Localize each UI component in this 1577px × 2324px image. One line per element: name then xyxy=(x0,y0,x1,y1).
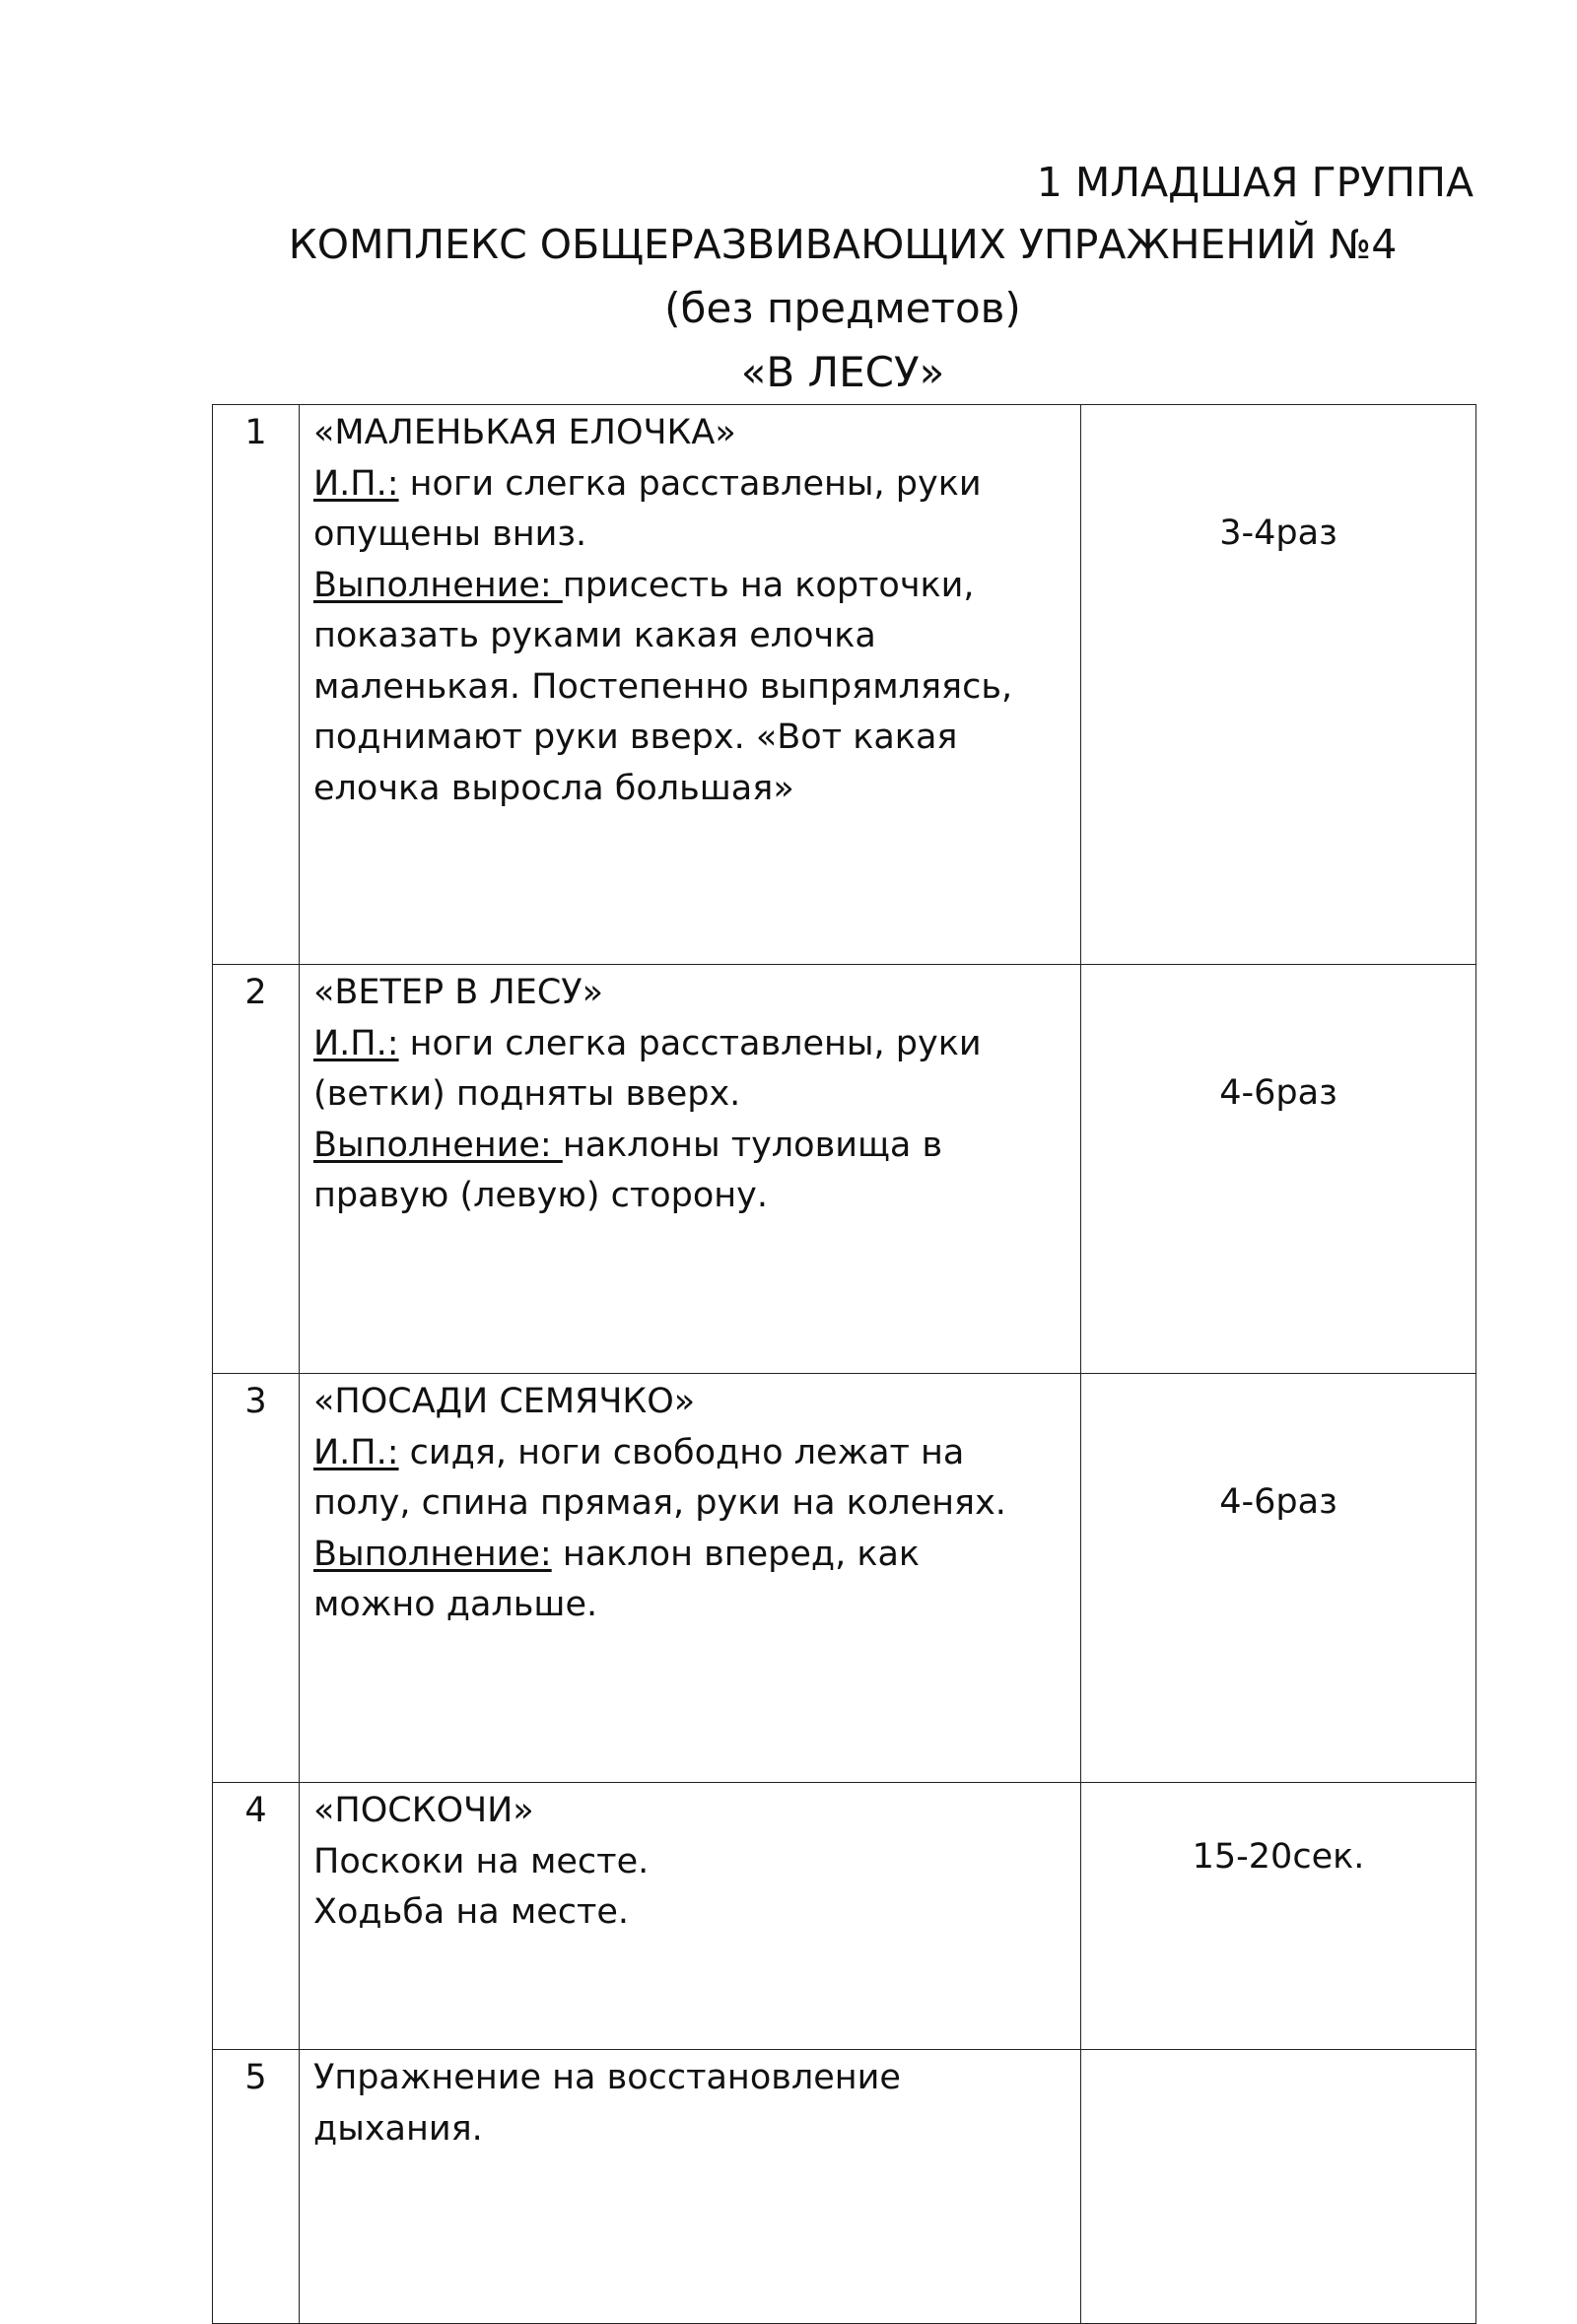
exercise-number: 3 xyxy=(213,1374,300,1783)
start-position-text: ноги слегка расставлены, руки xyxy=(398,1023,982,1063)
start-position-label: И.П.: xyxy=(313,463,399,504)
start-position-line xyxy=(313,459,1070,511)
exercise-description xyxy=(300,2050,1081,2324)
exercise-dosage: 4-6раз xyxy=(1081,965,1476,1374)
exercise-text: Упражнение на восстановление xyxy=(313,2058,901,2097)
group-heading: 1 МЛАДШАЯ ГРУППА xyxy=(1036,159,1474,206)
exercise-title: «ПОСАДИ СЕМЯЧКО» xyxy=(313,1382,696,1421)
execution-text: маленькая. Постепенно выпрямляясь, xyxy=(313,666,1013,707)
start-position-line xyxy=(313,1019,1070,1070)
execution-text: правую (левую) сторону. xyxy=(313,1176,769,1215)
start-position-text: ноги слегка расставлены, руки xyxy=(398,463,982,504)
exercise-dosage xyxy=(1081,2050,1476,2324)
execution-text: наклоны туловища в xyxy=(562,1125,943,1165)
execution-label: Выполнение: xyxy=(313,1534,552,1574)
complex-subtitle: (без предметов) xyxy=(664,284,1021,332)
exercise-title: «ПОСКОЧИ» xyxy=(313,1791,534,1830)
exercise-number: 1 xyxy=(213,405,300,965)
exercise-text: Поскоки на месте. xyxy=(313,1841,650,1881)
table-row xyxy=(213,2050,1476,2324)
start-position-text: полу, спина прямая, руки на коленях. xyxy=(313,1483,1006,1523)
execution-text: наклон вперед, как xyxy=(551,1534,921,1574)
execution-line xyxy=(313,1530,1070,1581)
exercise-text: дыхания. xyxy=(313,2108,483,2149)
exercise-number: 4 xyxy=(213,1783,300,2050)
exercise-description xyxy=(300,405,1081,965)
table-row xyxy=(213,965,1476,1374)
exercise-dosage: 4-6раз xyxy=(1081,1374,1476,1783)
start-position-text: опущены вниз. xyxy=(313,514,587,554)
execution-text: можно дальше. xyxy=(313,1585,598,1624)
execution-text: показать руками какая елочка xyxy=(313,616,876,655)
exercise-title: «ВЕТЕР В ЛЕСУ» xyxy=(313,973,604,1012)
execution-text: поднимают руки вверх. «Вот какая xyxy=(313,718,958,757)
exercise-number: 5 xyxy=(213,2050,300,2324)
execution-label: Выполнение: xyxy=(313,1125,563,1165)
exercise-description xyxy=(300,965,1081,1374)
start-position-line xyxy=(313,1428,1070,1479)
exercise-dosage: 15-20сек. xyxy=(1081,1783,1476,2050)
start-position-label: И.П.: xyxy=(313,1432,399,1472)
table-row xyxy=(213,1374,1476,1783)
exercise-dosage: 3-4раз xyxy=(1081,405,1476,965)
execution-text: присесть на корточки, xyxy=(562,565,975,605)
exercise-title: «МАЛЕНЬКАЯ ЕЛОЧКА» xyxy=(313,413,736,452)
exercise-description xyxy=(300,1783,1081,2050)
execution-line xyxy=(313,1121,1070,1172)
exercise-number: 2 xyxy=(213,965,300,1374)
table-row xyxy=(213,1783,1476,2050)
complex-title: КОМПЛЕКС ОБЩЕРАЗВИВАЮЩИХ УПРАЖНЕНИЙ №4 xyxy=(288,221,1398,268)
execution-line xyxy=(313,561,1070,612)
complex-name: «В ЛЕСУ» xyxy=(740,348,945,396)
start-position-text: (ветки) подняты вверх. xyxy=(313,1074,741,1114)
start-position-label: И.П.: xyxy=(313,1023,399,1063)
table-row xyxy=(213,405,1476,965)
document-header xyxy=(212,148,1474,404)
exercise-description xyxy=(300,1374,1081,1783)
execution-label: Выполнение: xyxy=(313,565,563,605)
exercise-table xyxy=(212,404,1476,2324)
start-position-text: сидя, ноги свободно лежат на xyxy=(398,1432,965,1472)
exercise-text: Ходьба на месте. xyxy=(313,1892,630,1932)
execution-text: елочка выросла большая» xyxy=(313,768,794,808)
